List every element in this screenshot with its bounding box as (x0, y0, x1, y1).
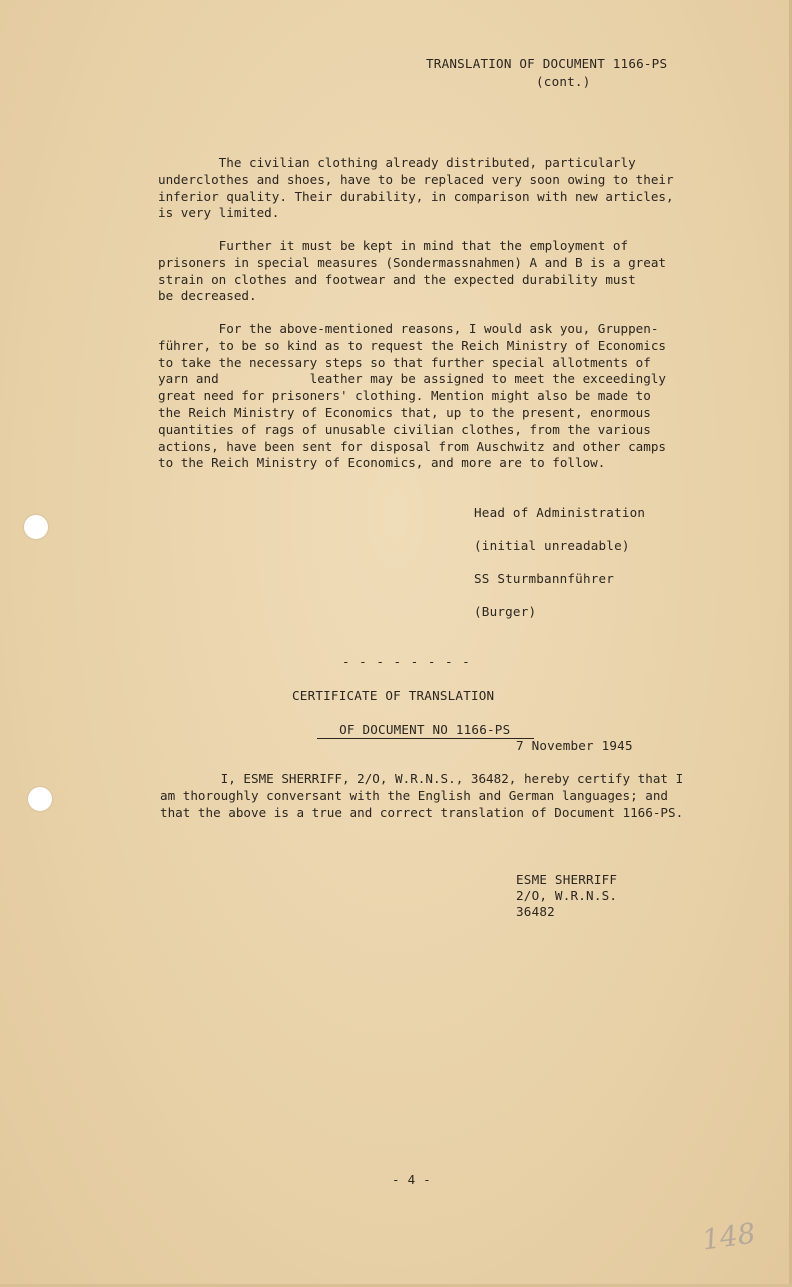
paragraph-line: führer, to be so kind as to request the Reich Ministry of Economics (158, 337, 666, 353)
paragraph-3 (158, 321, 730, 472)
punch-hole-lower (28, 787, 52, 811)
paragraph-line: actions, have been sent for disposal from Auschwitz and other camps (158, 438, 666, 454)
certificate-title: CERTIFICATE OF TRANSLATION (292, 688, 495, 703)
paragraph-line: great need for prisoners' clothing. Mention might also be made to (158, 388, 651, 404)
paragraph-line: the Reich Ministry of Economics that, up to the present, enormous (158, 404, 651, 420)
certificate-line: am thoroughly conversant with the English and German languages; and (160, 787, 668, 803)
certificate-line: I, ESME SHERRIFF, 2/O, W.R.N.S., 36482, hereby certify that I (160, 771, 684, 786)
paragraph-line: to take the necessary steps so that further special allotments of (158, 354, 651, 370)
paragraph-line: prisoners in special measures (Sondermassnahmen) A and B is a great (158, 254, 666, 270)
certificate-subtitle-text: OF DOCUMENT NO 1166-PS (317, 722, 534, 739)
signature-rank: SS Sturmbannführer (474, 571, 615, 586)
signer-name: ESME SHERRIFF (516, 872, 618, 887)
paragraph-line: to the Reich Ministry of Economics, and more are to follow. (158, 455, 606, 471)
handwritten-page-number: 148 (699, 1216, 758, 1257)
paragraph-line: quantities of rags of unusable civilian clothes, from the various (158, 421, 651, 437)
signer-number: 36482 (516, 904, 555, 919)
paragraph-line: The civilian clothing already distributed, particularly (158, 155, 636, 170)
paragraph-line: strain on clothes and footwear and the expected durability must (158, 271, 636, 287)
paragraph-2 (158, 238, 730, 305)
certificate-line: that the above is a true and correct translation of Document 1166-PS. (160, 804, 684, 820)
signature-name: (Burger) (474, 604, 537, 619)
signature-initial: (initial unreadable) (474, 538, 630, 553)
header-cont: (cont.) (536, 74, 591, 89)
signer-rank: 2/O, W.R.N.S. (516, 888, 618, 903)
paragraph-line: For the above-mentioned reasons, I would ask you, Gruppen- (158, 321, 659, 336)
page-number: - 4 - (392, 1172, 431, 1187)
paragraph-line: yarn and leather may be assigned to meet the exceedingly (158, 371, 666, 387)
paragraph-line: is very limited. (158, 205, 280, 221)
paragraph-line: be decreased. (158, 288, 257, 304)
paragraph-line: underclothes and shoes, have to be replaced very soon owing to their (158, 171, 674, 187)
separator: - - - - - - - - (342, 654, 471, 669)
paragraph-line: Further it must be kept in mind that the employment of (158, 238, 629, 253)
paragraph-1 (158, 155, 730, 222)
paragraph-line: inferior quality. Their durability, in comparison with new articles, (158, 188, 674, 204)
header-title: TRANSLATION OF DOCUMENT 1166-PS (426, 56, 668, 71)
certificate-subtitle (286, 705, 534, 755)
punch-hole-upper (24, 515, 48, 539)
certificate-date: 7 November 1945 (516, 738, 633, 753)
signature-title: Head of Administration (474, 505, 646, 520)
certificate-text (160, 771, 732, 821)
